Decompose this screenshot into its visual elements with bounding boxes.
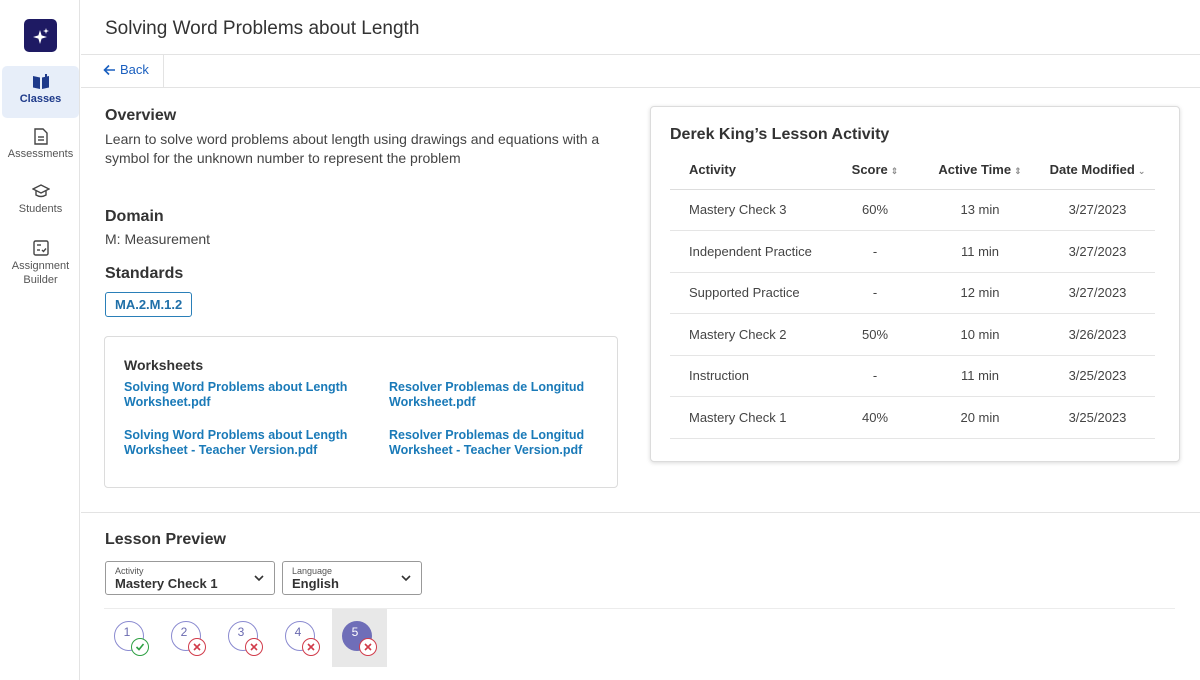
checklist-icon	[2, 240, 79, 256]
worksheets-panel	[104, 336, 618, 488]
sidebar-item-classes[interactable]	[2, 66, 79, 118]
sort-desc-icon: ⌄	[1137, 166, 1146, 177]
x-icon	[359, 638, 377, 656]
language-select[interactable]	[282, 561, 422, 595]
cell-score: 40%	[830, 397, 920, 439]
domain-heading: Domain	[105, 208, 164, 225]
question-button[interactable]: 2	[171, 621, 201, 651]
activity-select-value: Mastery Check 1	[115, 576, 218, 591]
document-icon	[2, 128, 79, 145]
table-row[interactable]	[670, 189, 1155, 231]
cell-active-time: 10 min	[920, 314, 1040, 356]
chevron-down-icon	[400, 572, 412, 584]
domain-value: M: Measurement	[105, 231, 211, 247]
cell-score: -	[830, 231, 920, 273]
question-button[interactable]: 3	[228, 621, 258, 651]
overview-heading: Overview	[105, 107, 177, 124]
x-icon	[302, 638, 320, 656]
toolbar-divider	[81, 87, 1200, 88]
sidebar-item-label: Assignment Builder	[11, 260, 70, 286]
language-select-label: Language	[292, 566, 333, 576]
worksheets-heading: Worksheets	[124, 357, 204, 373]
sidebar	[0, 0, 80, 680]
standard-badge[interactable]: MA.2.M.1.2	[105, 292, 192, 317]
standards-heading: Standards	[105, 265, 184, 282]
back-button[interactable]	[103, 62, 149, 77]
sidebar-item-label: Students	[18, 203, 63, 215]
cell-date: 3/26/2023	[1040, 314, 1155, 356]
table-row[interactable]	[670, 314, 1155, 356]
cell-score: -	[830, 355, 920, 397]
arrow-left-icon	[103, 64, 116, 76]
sidebar-item-assessments[interactable]	[2, 128, 79, 174]
lesson-activity-card	[650, 106, 1180, 462]
cell-date: 3/27/2023	[1040, 231, 1155, 273]
column-header-active-time[interactable]: Active Time ⇕	[920, 151, 1040, 189]
language-select-value: English	[292, 576, 339, 591]
cell-activity: Supported Practice	[670, 272, 830, 314]
check-icon	[131, 638, 149, 656]
sidebar-item-students[interactable]	[2, 184, 79, 230]
cell-score: 50%	[830, 314, 920, 356]
question-button[interactable]: 4	[285, 621, 315, 651]
cell-date: 3/27/2023	[1040, 272, 1155, 314]
book-open-icon	[2, 74, 79, 90]
cell-activity: Mastery Check 1	[670, 397, 830, 439]
table-row[interactable]	[670, 355, 1155, 397]
sidebar-item-label: Classes	[19, 93, 62, 105]
activity-table	[670, 151, 1155, 439]
worksheet-link[interactable]: Solving Word Problems about Length Worksheet - Teacher Version.pdf	[124, 428, 348, 457]
overview-text: Learn to solve word problems about length using drawings and equations with a symbol for the unknown number to represent the problem	[105, 131, 600, 166]
cell-active-time: 11 min	[920, 355, 1040, 397]
lesson-preview-heading: Lesson Preview	[105, 531, 226, 548]
cell-activity: Mastery Check 3	[670, 189, 830, 231]
sort-icon: ⇕	[1014, 166, 1022, 177]
activity-select-label: Activity	[115, 566, 144, 576]
sidebar-item-label: Assessments	[7, 148, 74, 160]
activity-select[interactable]	[105, 561, 275, 595]
cell-date: 3/25/2023	[1040, 355, 1155, 397]
section-divider	[81, 512, 1200, 513]
worksheet-link[interactable]: Solving Word Problems about Length Worksheet.pdf	[124, 380, 348, 409]
table-row[interactable]	[670, 272, 1155, 314]
table-row[interactable]	[670, 231, 1155, 273]
cell-active-time: 13 min	[920, 189, 1040, 231]
graduation-cap-icon	[2, 184, 79, 200]
cell-date: 3/25/2023	[1040, 397, 1155, 439]
back-separator	[163, 55, 164, 88]
cell-score: 60%	[830, 189, 920, 231]
worksheet-link[interactable]: Resolver Problemas de Longitud Worksheet.pdf	[389, 380, 585, 409]
sort-icon: ⇕	[890, 166, 899, 177]
column-header-activity: Activity	[670, 151, 830, 189]
worksheet-link[interactable]: Resolver Problemas de Longitud Worksheet - Teacher Version.pdf	[389, 428, 585, 457]
cell-date: 3/27/2023	[1040, 189, 1155, 231]
table-row[interactable]	[670, 397, 1155, 439]
cell-score: -	[830, 272, 920, 314]
x-icon	[188, 638, 206, 656]
question-button-current[interactable]: 5	[342, 621, 372, 651]
chevron-down-icon	[253, 572, 265, 584]
back-label: Back	[120, 62, 149, 77]
activity-card-title: Derek King’s Lesson Activity	[670, 126, 890, 143]
column-header-score[interactable]: Score ⇕	[830, 151, 920, 189]
cell-activity: Instruction	[670, 355, 830, 397]
column-header-date-modified[interactable]: Date Modified ⌄	[1040, 151, 1155, 189]
cell-active-time: 11 min	[920, 231, 1040, 273]
cell-activity: Independent Practice	[670, 231, 830, 273]
page-title: Solving Word Problems about Length	[105, 18, 420, 39]
preview-divider	[104, 608, 1175, 609]
cell-active-time: 12 min	[920, 272, 1040, 314]
sidebar-item-assignment-builder[interactable]	[2, 240, 79, 300]
table-header-row	[670, 151, 1155, 189]
cell-activity: Mastery Check 2	[670, 314, 830, 356]
sparkle-icon	[31, 26, 51, 46]
x-icon	[245, 638, 263, 656]
app-logo[interactable]	[24, 19, 57, 52]
cell-active-time: 20 min	[920, 397, 1040, 439]
question-button[interactable]: 1	[114, 621, 144, 651]
header-divider	[81, 54, 1200, 55]
